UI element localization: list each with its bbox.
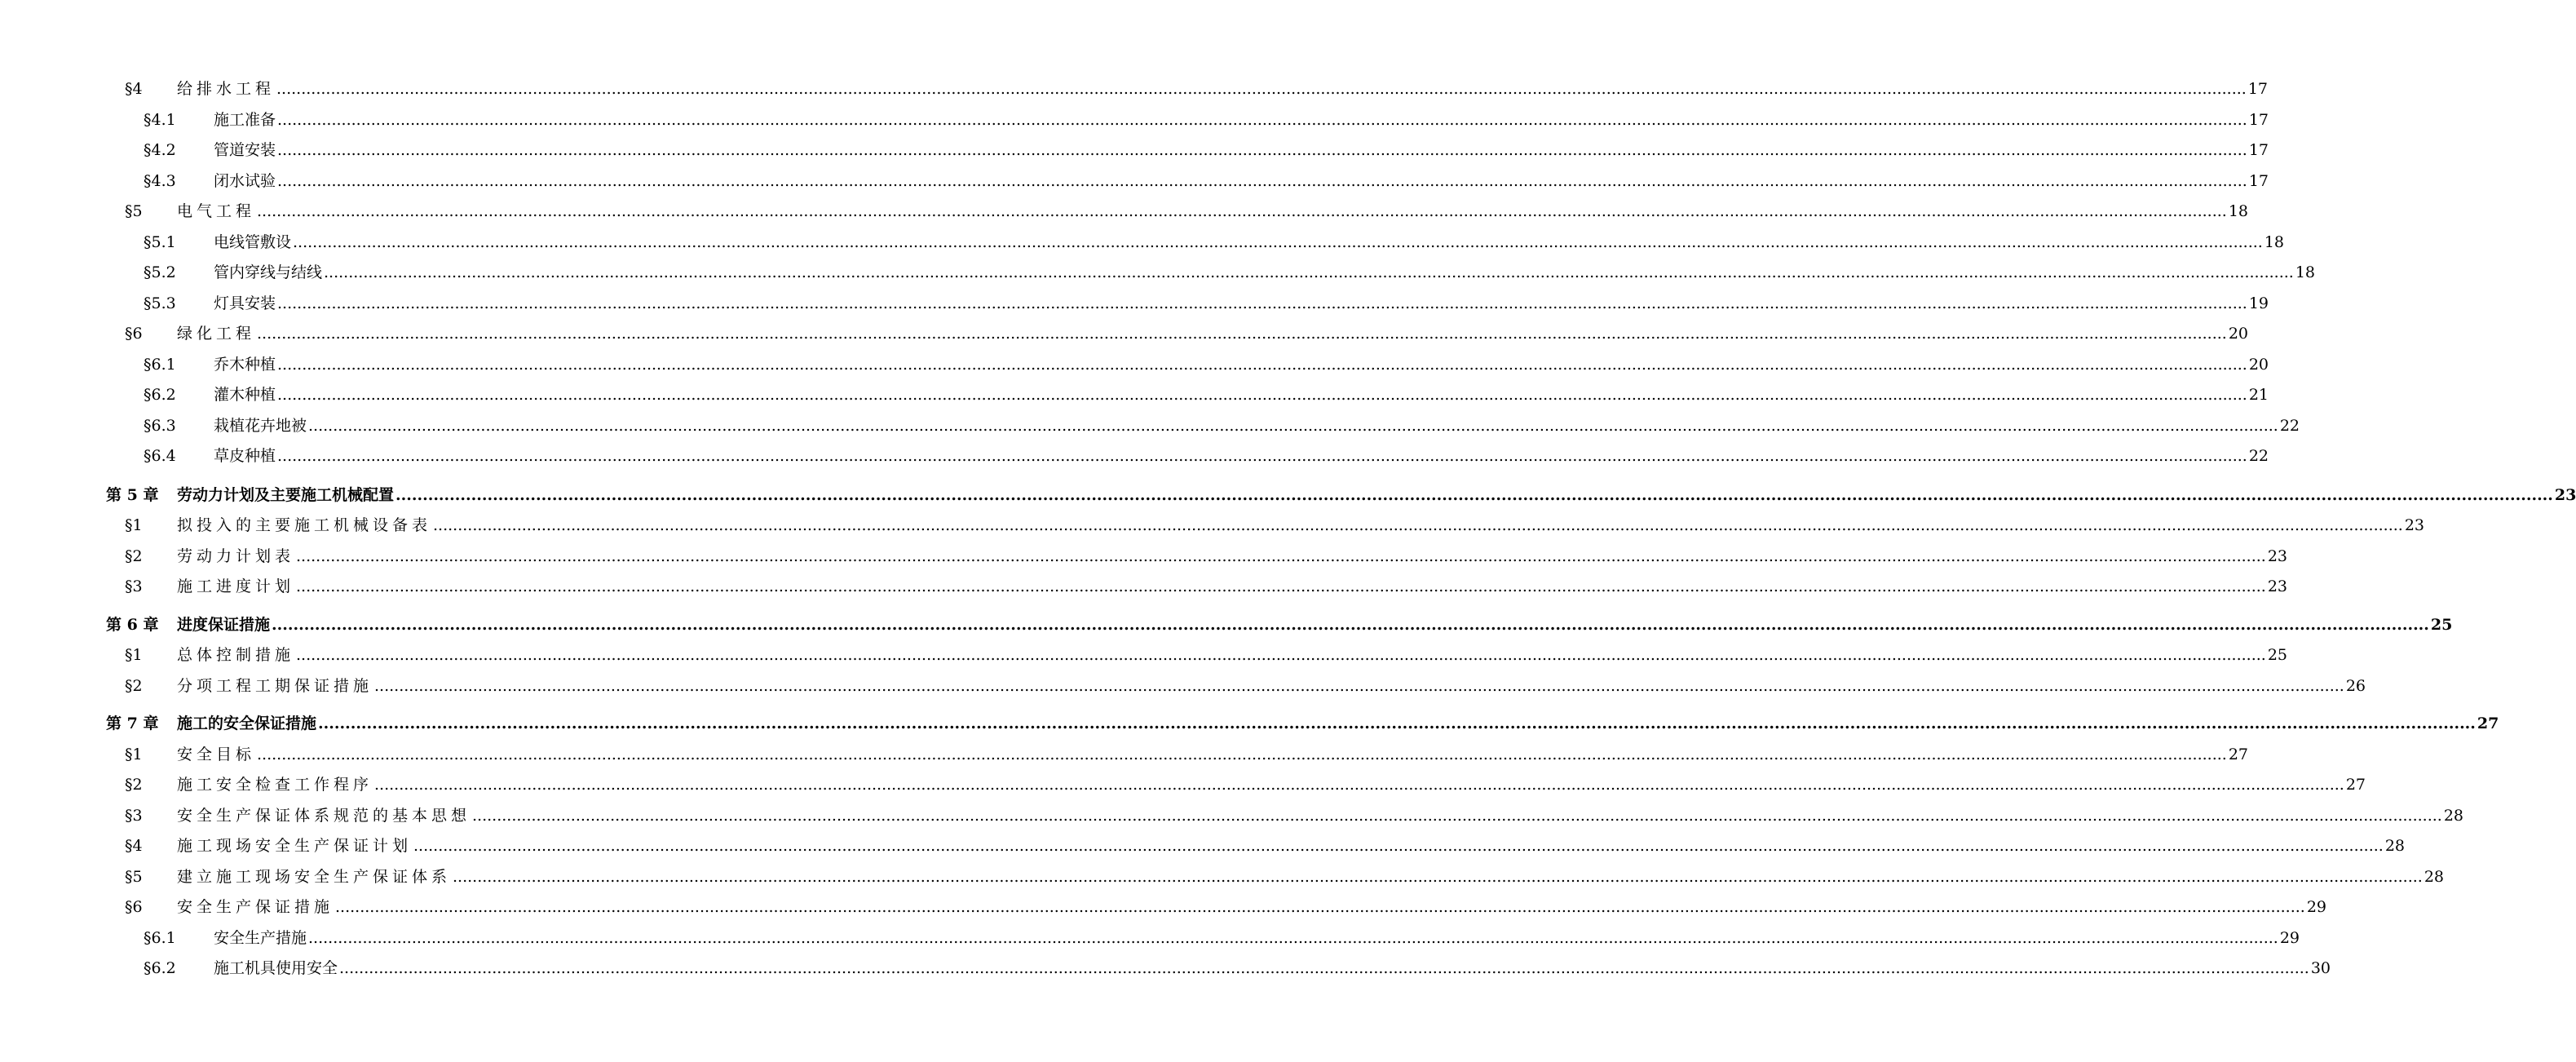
toc-row[interactable]: [144, 257, 2316, 281]
toc-chapter-row[interactable]: [106, 609, 2453, 634]
toc-row[interactable]: [125, 800, 2464, 825]
toc-number: §5.3: [144, 294, 176, 312]
toc-number: §5: [125, 868, 143, 886]
toc-title: 施工的安全保证措施: [177, 715, 317, 732]
toc-title: 安全生产保证体系规范的基本思想: [177, 807, 471, 825]
toc-row[interactable]: [144, 349, 2269, 374]
toc-number: §4.1: [144, 111, 176, 129]
toc-leader-dots: ................................................................................................................................................................................................................................................................................................................................................................................................................: [318, 715, 2476, 732]
toc-page-number: 17: [2248, 172, 2269, 190]
toc-title: 乔木种植: [214, 356, 276, 374]
toc-leader-dots: ................................................................................................................................................................................................................................................................................................................................................................................................................: [339, 959, 2309, 977]
toc-number: 第 5 章: [106, 486, 159, 504]
toc-chapter-row[interactable]: [106, 480, 2576, 504]
toc-leader-dots: ................................................................................................................................................................................................................................................................................................................................................................................................................: [277, 172, 2247, 190]
toc-leader-dots: ................................................................................................................................................................................................................................................................................................................................................................................................................: [374, 776, 2344, 794]
toc-number: §6.2: [144, 386, 176, 404]
toc-leader-dots: ................................................................................................................................................................................................................................................................................................................................................................................................................: [277, 386, 2247, 404]
toc-chapter-row[interactable]: [106, 708, 2499, 732]
toc-title: 总体控制措施: [177, 646, 295, 664]
toc-leader-dots: ................................................................................................................................................................................................................................................................................................................................................................................................................: [293, 233, 2263, 251]
toc-page-number: 17: [2248, 141, 2269, 159]
toc-page-number: 26: [2345, 677, 2366, 695]
toc-leader-dots: ................................................................................................................................................................................................................................................................................................................................................................................................................: [296, 547, 2266, 565]
toc-number: §1: [125, 746, 143, 763]
toc-row[interactable]: [125, 541, 2288, 565]
toc-row[interactable]: [144, 440, 2269, 465]
toc-page-number: 30: [2310, 959, 2331, 977]
toc-row[interactable]: [125, 861, 2445, 886]
toc-row[interactable]: [125, 571, 2288, 595]
toc-leader-dots: ................................................................................................................................................................................................................................................................................................................................................................................................................: [277, 141, 2247, 159]
toc-leader-dots: ................................................................................................................................................................................................................................................................................................................................................................................................................: [453, 868, 2423, 886]
toc-title: 灯具安装: [214, 294, 276, 312]
toc-number: §2: [125, 547, 143, 565]
toc-title: 施工现场安全生产保证计划: [177, 837, 413, 855]
toc-title: 安全目标: [177, 746, 256, 763]
toc-number: 第 7 章: [106, 715, 159, 732]
toc-leader-dots: ................................................................................................................................................................................................................................................................................................................................................................................................................: [296, 577, 2266, 595]
toc-number: §6.4: [144, 447, 176, 465]
toc-page-number: 17: [2247, 80, 2269, 98]
toc-row[interactable]: [144, 166, 2269, 190]
toc-number: §5.1: [144, 233, 176, 251]
toc-leader-dots: ................................................................................................................................................................................................................................................................................................................................................................................................................: [277, 294, 2247, 312]
toc-title: 施工准备: [214, 111, 276, 129]
toc-leader-dots: ................................................................................................................................................................................................................................................................................................................................................................................................................: [277, 111, 2247, 129]
toc-row[interactable]: [144, 379, 2269, 404]
toc-number: §6.2: [144, 959, 176, 977]
toc-title: 给排水工程: [177, 80, 276, 98]
toc-number: §5: [125, 202, 143, 220]
toc-page-number: 27: [2228, 746, 2249, 763]
toc-number: §6.3: [144, 417, 176, 435]
toc-leader-dots: ................................................................................................................................................................................................................................................................................................................................................................................................................: [374, 677, 2344, 695]
toc-title: 安全生产保证措施: [177, 898, 334, 916]
toc-row[interactable]: [144, 953, 2331, 977]
toc-title: 电气工程: [177, 202, 256, 220]
toc-number: §4.3: [144, 172, 176, 190]
toc-leader-dots: ................................................................................................................................................................................................................................................................................................................................................................................................................: [257, 325, 2227, 343]
toc-leader-dots: ................................................................................................................................................................................................................................................................................................................................................................................................................: [433, 516, 2403, 534]
toc-page-number: 28: [2384, 837, 2406, 855]
toc-page-number: 25: [2267, 646, 2288, 664]
toc-row[interactable]: [144, 410, 2300, 435]
toc-title: 草皮种植: [214, 447, 276, 465]
toc-page-number: 18: [2295, 263, 2316, 281]
toc-page-number: 19: [2248, 294, 2269, 312]
toc-title: 栽植花卉地被: [214, 417, 307, 435]
toc-title: 安全生产措施: [214, 929, 307, 947]
toc-title: 管内穿线与结线: [214, 263, 323, 281]
toc-row[interactable]: [125, 892, 2327, 916]
toc-leader-dots: ................................................................................................................................................................................................................................................................................................................................................................................................................: [276, 80, 2247, 98]
toc-page-number: 23: [2267, 547, 2288, 565]
toc-row[interactable]: [125, 196, 2249, 220]
toc-title: 拟投入的主要施工机械设备表: [177, 516, 432, 534]
toc-row[interactable]: [125, 769, 2366, 794]
toc-page-number: 20: [2248, 356, 2269, 374]
toc-title: 劳动力计划表: [177, 547, 295, 565]
toc-title: 劳动力计划及主要施工机械配置: [177, 486, 395, 504]
toc-leader-dots: ................................................................................................................................................................................................................................................................................................................................................................................................................: [277, 447, 2247, 465]
toc-title: 灌木种植: [214, 386, 276, 404]
toc-row[interactable]: [125, 670, 2366, 695]
toc-leader-dots: ................................................................................................................................................................................................................................................................................................................................................................................................................: [272, 616, 2429, 634]
toc-row[interactable]: [144, 104, 2269, 129]
toc-title: 进度保证措施: [177, 616, 271, 634]
toc-title: 管道安装: [214, 141, 276, 159]
toc-title: 施工机具使用安全: [214, 959, 338, 977]
toc-leader-dots: ................................................................................................................................................................................................................................................................................................................................................................................................................: [296, 646, 2266, 664]
toc-page-number: 27: [2345, 776, 2366, 794]
toc-row[interactable]: [144, 227, 2285, 251]
toc-page-number: 29: [2279, 929, 2300, 947]
toc-page-number: 18: [2228, 202, 2249, 220]
toc-leader-dots: ................................................................................................................................................................................................................................................................................................................................................................................................................: [257, 202, 2227, 220]
toc-number: §6: [125, 325, 143, 343]
toc-title: 绿化工程: [177, 325, 256, 343]
toc-page-number: 29: [2306, 898, 2327, 916]
toc-leader-dots: ................................................................................................................................................................................................................................................................................................................................................................................................................: [472, 807, 2442, 825]
toc-page-number: 18: [2264, 233, 2285, 251]
toc-leader-dots: ................................................................................................................................................................................................................................................................................................................................................................................................................: [395, 486, 2553, 504]
toc-title: 闭水试验: [214, 172, 276, 190]
toc-leader-dots: ................................................................................................................................................................................................................................................................................................................................................................................................................: [308, 929, 2278, 947]
toc-page-number: 27: [2477, 715, 2499, 732]
toc-row[interactable]: [125, 318, 2249, 343]
toc-number: §6: [125, 898, 143, 916]
toc-number: §2: [125, 776, 143, 794]
toc-page-number: 21: [2248, 386, 2269, 404]
toc-leader-dots: ................................................................................................................................................................................................................................................................................................................................................................................................................: [257, 746, 2227, 763]
toc-number: §2: [125, 677, 143, 695]
toc-page-number: 28: [2424, 868, 2445, 886]
toc-row[interactable]: [125, 639, 2288, 664]
toc-page-number: 22: [2279, 417, 2300, 435]
toc-title: 施工进度计划: [177, 577, 295, 595]
toc-page-number: 22: [2248, 447, 2269, 465]
toc-number: §6.1: [144, 356, 176, 374]
toc-row[interactable]: [144, 923, 2300, 947]
toc-number: §4.2: [144, 141, 176, 159]
toc-row[interactable]: [125, 830, 2406, 855]
toc-leader-dots: ................................................................................................................................................................................................................................................................................................................................................................................................................: [324, 263, 2294, 281]
toc-leader-dots: ................................................................................................................................................................................................................................................................................................................................................................................................................: [308, 417, 2278, 435]
toc-page-number: 17: [2248, 111, 2269, 129]
toc-page-number: 23: [2554, 486, 2576, 504]
toc-title: 建立施工现场安全生产保证体系: [177, 868, 452, 886]
toc-page-number: 28: [2443, 807, 2464, 825]
toc-number: §4: [125, 80, 143, 98]
toc-leader-dots: ................................................................................................................................................................................................................................................................................................................................................................................................................: [335, 898, 2305, 916]
toc-number: §6.1: [144, 929, 176, 947]
toc-number: §5.2: [144, 263, 176, 281]
toc-page-number: 20: [2228, 325, 2249, 343]
toc-title: 施工安全检查工作程序: [177, 776, 373, 794]
toc-leader-dots: ................................................................................................................................................................................................................................................................................................................................................................................................................: [413, 837, 2384, 855]
toc-number: §1: [125, 646, 143, 664]
toc-row[interactable]: [144, 135, 2269, 159]
toc-title: 分项工程工期保证措施: [177, 677, 373, 695]
toc-page-number: 23: [2404, 516, 2425, 534]
toc-leader-dots: ................................................................................................................................................................................................................................................................................................................................................................................................................: [277, 356, 2247, 374]
toc-row[interactable]: [144, 288, 2269, 312]
toc-page-number: 25: [2430, 616, 2453, 634]
toc-page-number: 23: [2267, 577, 2288, 595]
toc-row[interactable]: [125, 510, 2425, 534]
toc-row[interactable]: [125, 739, 2249, 763]
toc-number: §3: [125, 807, 143, 825]
toc-number: §1: [125, 516, 143, 534]
toc-title: 电线管敷设: [214, 233, 292, 251]
toc-row[interactable]: [125, 73, 2269, 98]
toc-number: §3: [125, 577, 143, 595]
toc-number: §4: [125, 837, 143, 855]
toc-number: 第 6 章: [106, 616, 159, 634]
